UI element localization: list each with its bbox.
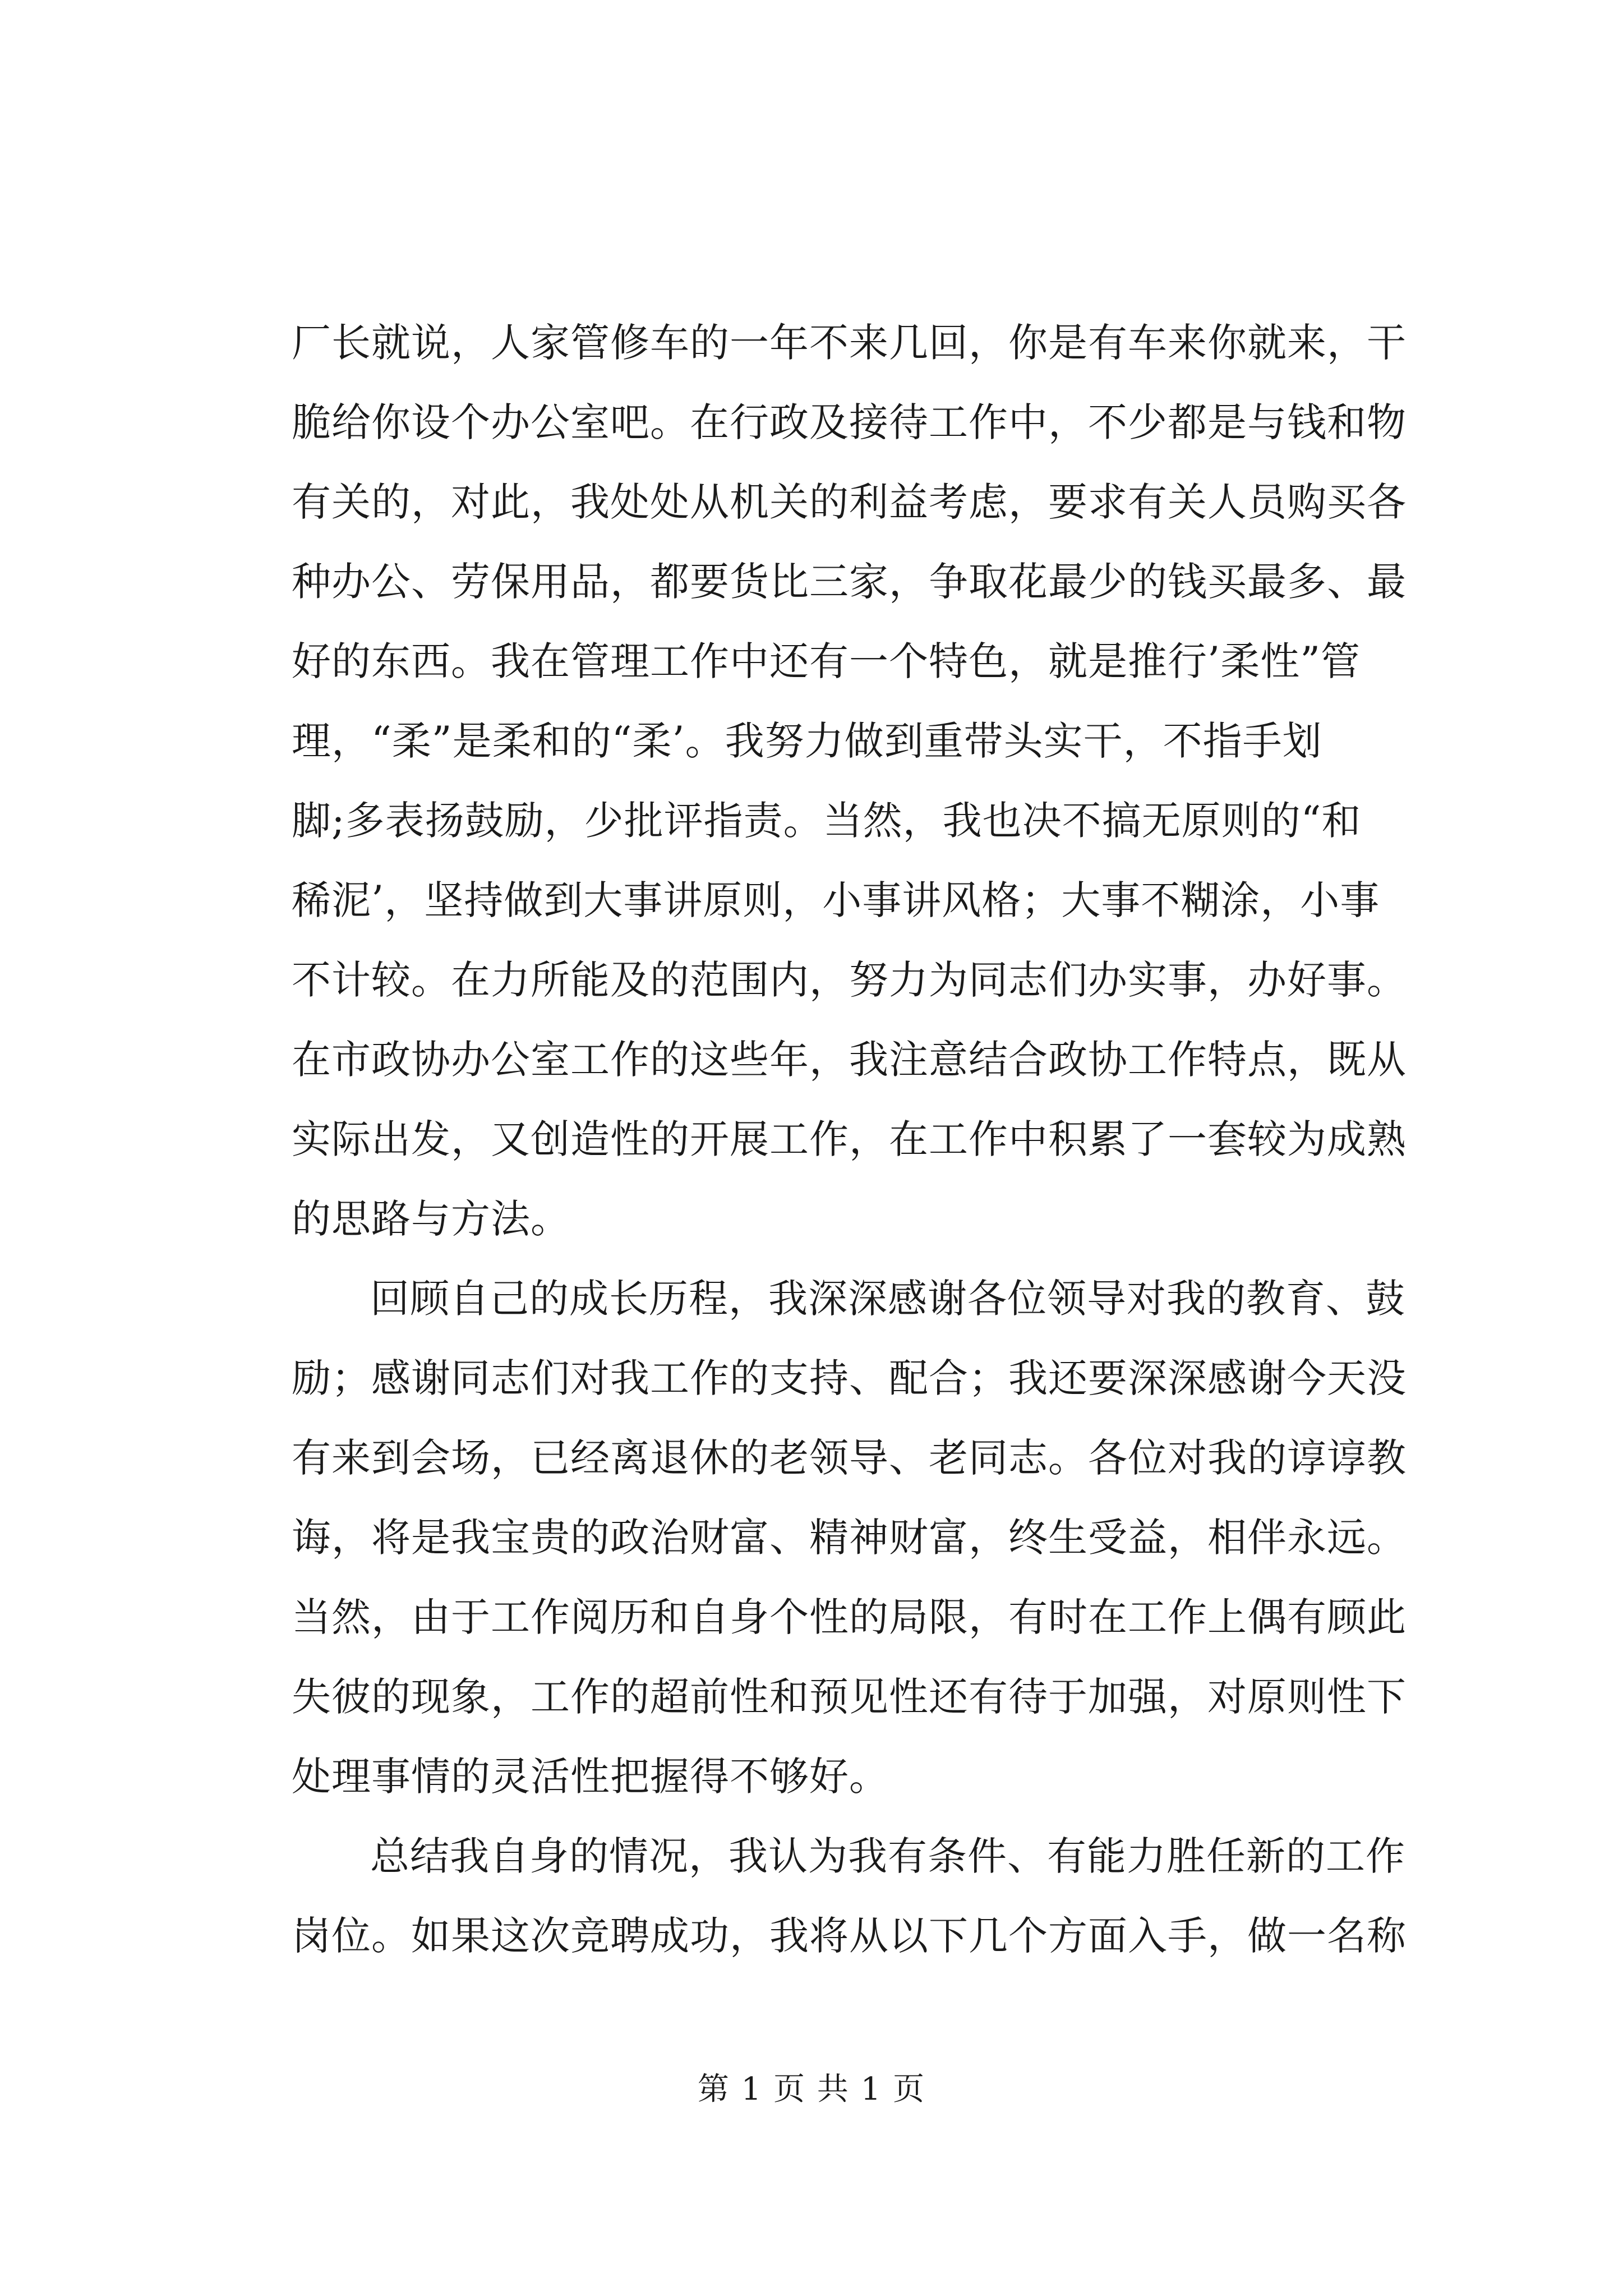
paragraph-first-line: 回顾自己的成长历程，我深深感谢各位领导对我的教育、鼓 [370,1276,1405,1322]
text-line: 种办公、劳保用品，都要货比三家，争取花最少的钱买最多、最 [292,559,1407,605]
text-line: 当然，由于工作阅历和自身个性的局限，有时在工作上偶有顾此 [292,1594,1407,1640]
page-footer: 第 1 页 共 1 页 [697,2071,926,2108]
text-line: 厂长就说，人家管修车的一年不来几回，你是有车来你就来，干 [292,320,1407,366]
text-line: 有关的，对此，我处处从机关的利益考虑，要求有关人员购买各 [292,479,1407,525]
text-line: 脆给你设个办公室吧。在行政及接待工作中，不少都是与钱和物 [292,399,1407,445]
text-line: 不计较。在力所能及的范围内，努力为同志们办实事，办好事。 [292,957,1407,1003]
text-line: 实际出发，又创造性的开展工作，在工作中积累了一套较为成熟 [292,1116,1407,1162]
text-line: 有来到会场，已经离退休的老领导、老同志。各位对我的谆谆教 [292,1435,1407,1481]
text-line: 在市政协办公室工作的这些年，我注意结合政协工作特点，既从 [292,1037,1407,1083]
text-line: 诲，将是我宝贵的政治财富、精神财富，终生受益，相伴永远。 [292,1515,1407,1561]
paragraph-first-line: 总结我自身的情况，我认为我有条件、有能力胜任新的工作 [370,1833,1405,1879]
text-line: 处理事情的灵活性把握得不够好。 [292,1754,889,1800]
text-line: 好的东西。我在管理工作中还有一个特色，就是推行’柔性”管 [292,638,1361,684]
text-line: 稀泥’，坚持做到大事讲原则，小事讲风格；大事不糊涂，小事 [292,877,1380,923]
document-body [292,303,1407,1976]
text-line: 励；感谢同志们对我工作的支持、配合；我还要深深感谢今天没 [292,1355,1407,1401]
text-line: 理，“柔”是柔和的“柔’。我努力做到重带头实干，不指手划 [292,718,1322,764]
text-line: 的思路与方法。 [292,1196,570,1242]
text-line: 岗位。如果这次竞聘成功，我将从以下几个方面入手，做一名称 [292,1913,1407,1959]
text-line: 失彼的现象，工作的超前性和预见性还有待于加强，对原则性下 [292,1674,1407,1720]
text-line: 脚;多表扬鼓励，少批评指责。当然，我也决不搞无原则的“和 [292,798,1362,844]
